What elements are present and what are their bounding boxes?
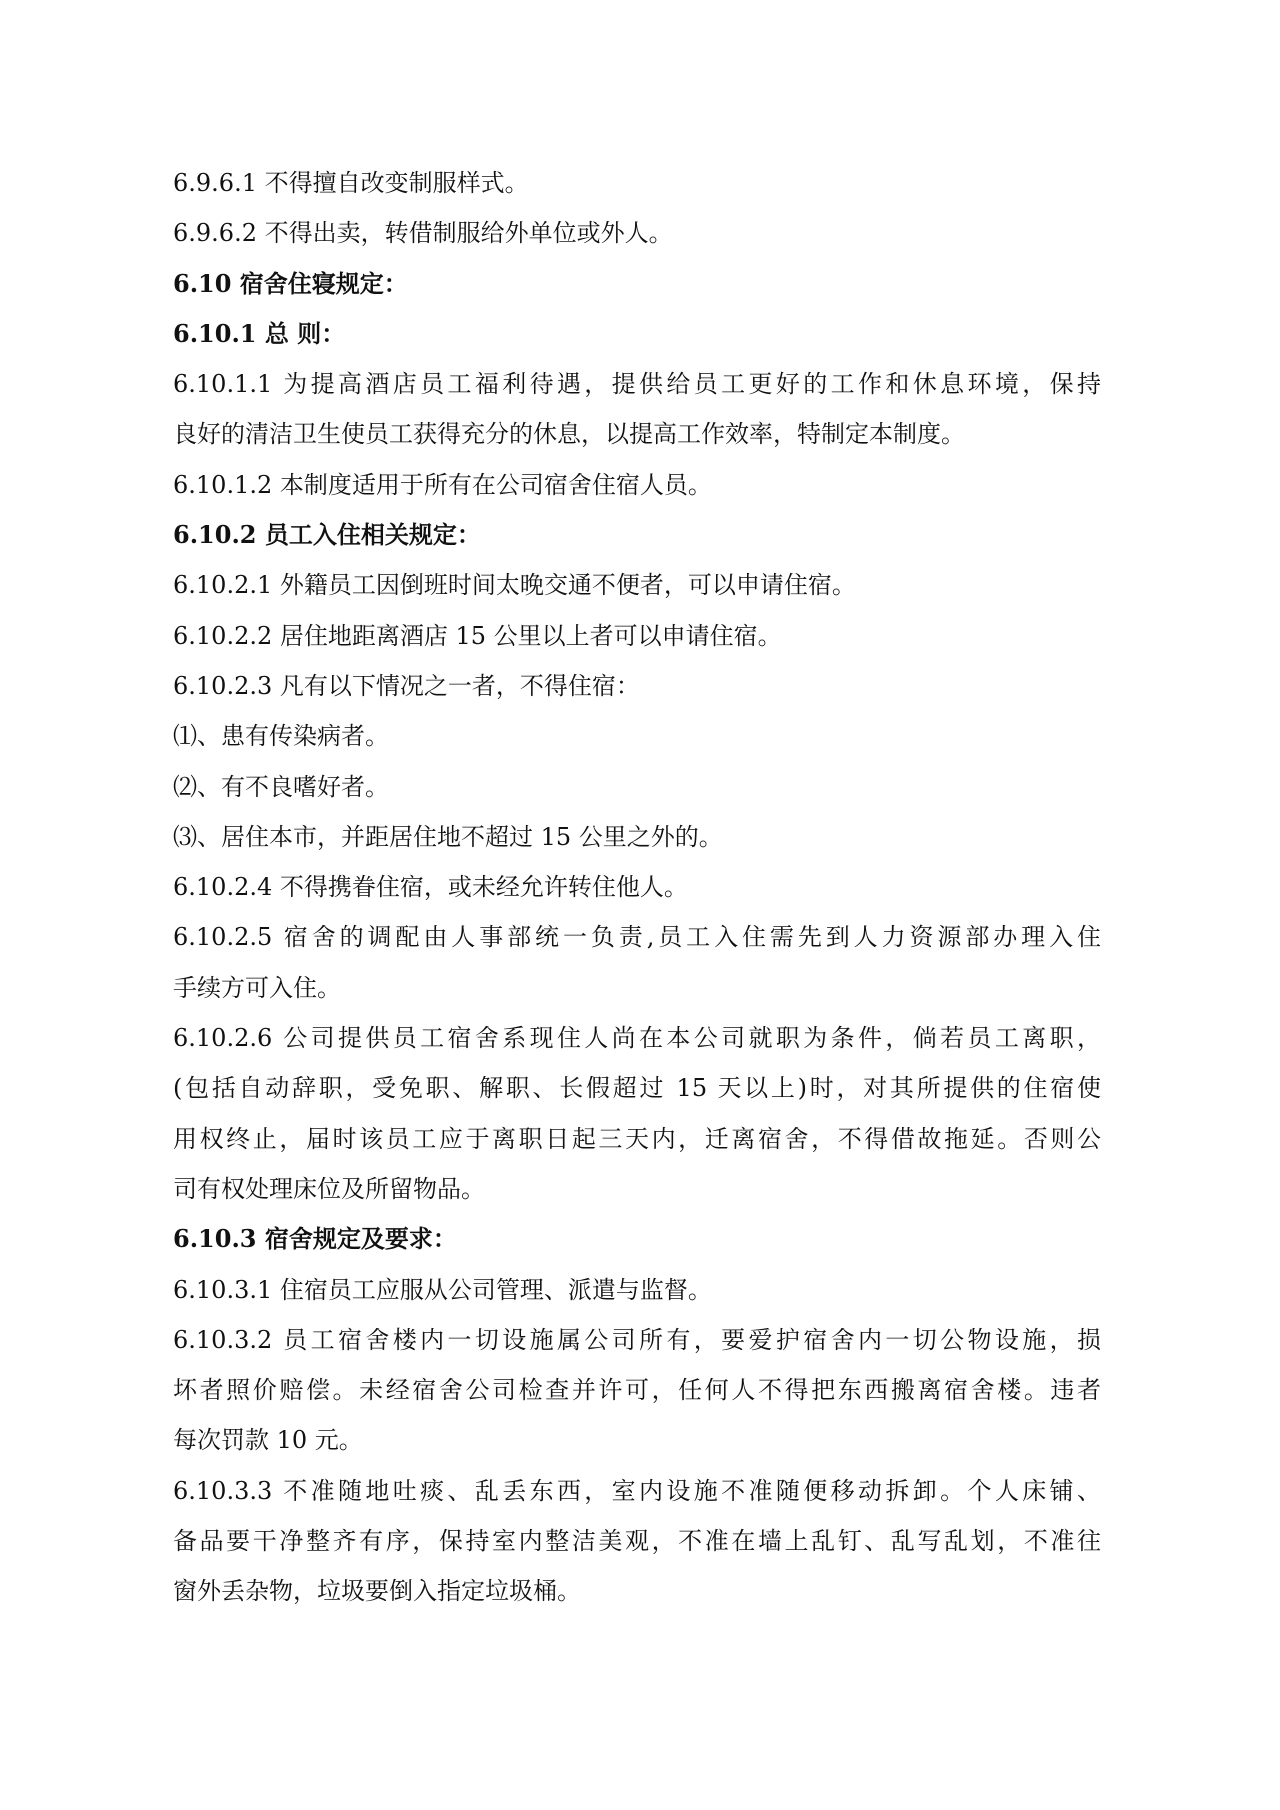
text-line: 司有权处理床位及所留物品。 (173, 1174, 485, 1203)
text-line: 用权终止，届时该员工应于离职日起三天内，迁离宿舍，不得借故拖延。否则公 (173, 1124, 1101, 1153)
text-line: 6.9.6.1 不得擅自改变制服样式。 (173, 169, 529, 197)
section-heading: 6.10.2 员工入住相关规定： (173, 520, 481, 550)
text-line: 6.10.2.1 外籍员工因倒班时间太晚交通不便者，可以申请住宿。 (173, 571, 856, 600)
text-line: 6.10.2.6 公司提供员工宿舍系现住人尚在本公司就职为条件，倘若员工离职， (173, 1024, 1101, 1053)
text-line: 6.9.6.2 不得出卖，转借制服给外单位或外人。 (173, 219, 673, 248)
document-body (173, 158, 1101, 1617)
text-line: (包括自动辞职，受免职、解职、长假超过 15 天以上)时，对其所提供的住宿使 (173, 1074, 1101, 1103)
text-line: 6.10.3.3 不准随地吐痰、乱丢东西，室内设施不准随便移动拆卸。个人床铺、 (173, 1476, 1101, 1505)
text-line: 良好的清洁卫生使员工获得充分的休息，以提高工作效率，特制定本制度。 (173, 420, 965, 449)
text-line: 6.10.1.1 为提高酒店员工福利待遇，提供给员工更好的工作和休息环境，保持 (173, 370, 1101, 399)
text-line: 6.10.1.2 本制度适用于所有在公司宿舍住宿人员。 (173, 470, 712, 499)
text-line: 手续方可入住。 (173, 973, 341, 1002)
text-line: 坏者照价赔偿。未经宿舍公司检查并许可，任何人不得把东西搬离宿舍楼。违者 (173, 1376, 1101, 1405)
text-line: 6.10.3.2 员工宿舍楼内一切设施属公司所有，要爱护宿舍内一切公物设施，损 (173, 1325, 1101, 1354)
text-line: ⑶、居住本市，并距居住地不超过 15 公里之外的。 (173, 822, 723, 851)
section-heading: 6.10 宿舍住寝规定： (173, 268, 408, 298)
text-line: 6.10.2.4 不得携眷住宿，或未经允许转住他人。 (173, 873, 688, 902)
section-heading: 6.10.1 总 则： (173, 318, 346, 348)
text-line: ⑵、有不良嗜好者。 (173, 772, 389, 801)
text-line: 6.10.3.1 住宿员工应服从公司管理、派遣与监督。 (173, 1275, 712, 1304)
section-heading: 6.10.3 宿舍规定及要求： (173, 1224, 457, 1254)
text-line: 窗外丢杂物，垃圾要倒入指定垃圾桶。 (173, 1577, 581, 1606)
text-line: 6.10.2.3 凡有以下情况之一者，不得住宿： (173, 671, 640, 700)
text-line: 每次罚款 10 元。 (173, 1426, 363, 1455)
text-line: ⑴、患有传染病者。 (173, 722, 389, 751)
text-line: 备品要干净整齐有序，保持室内整洁美观，不准在墙上乱钉、乱写乱划，不准往 (173, 1527, 1101, 1556)
text-line: 6.10.2.5 宿舍的调配由人事部统一负责,员工入住需先到人力资源部办理入住 (173, 923, 1101, 952)
text-line: 6.10.2.2 居住地距离酒店 15 公里以上者可以申请住宿。 (173, 621, 782, 650)
